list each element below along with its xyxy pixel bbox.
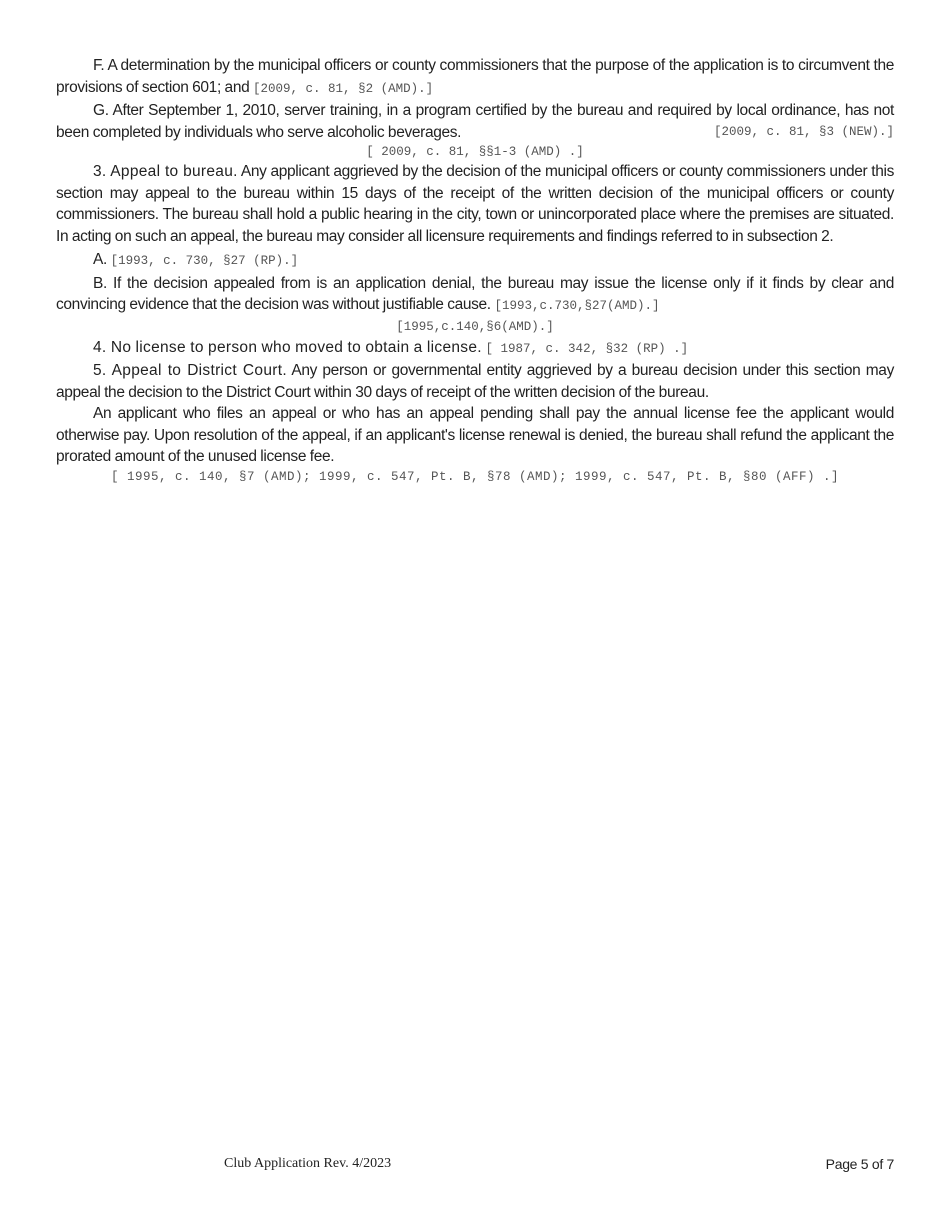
paragraph-f-citation: [2009, c. 81, §2 (AMD).]	[253, 81, 434, 96]
paragraph-g-citation: [2009, c. 81, §3 (NEW).]	[713, 124, 894, 139]
footer-form-revision: Club Application Rev. 4/2023	[224, 1156, 392, 1171]
subsection-3-citation: [1995,c.140,§6(AMD).]	[396, 319, 554, 334]
license-fee-paragraph	[56, 403, 894, 468]
final-citation: [ 1995, c. 140, §7 (AMD); 1999, c. 547, Pt. B, §78 (AMD); 1999, c. 547, Pt. B, §80 (AFF) .]	[110, 469, 840, 484]
subsection-4-citation: [ 1987, c. 342, §32 (RP) .]	[485, 341, 689, 356]
paragraph-b-text: B. If the decision appealed from is an application denial, the bureau may issue the license only if it finds by clear and convincing evidence that the decision was without justifiable cause.	[56, 274, 894, 313]
paragraph-a-citation: [1993, c. 730, §27 (RP).]	[110, 254, 299, 268]
footer-page-number: Page 5 of 7	[825, 1156, 894, 1172]
subsection-2-citation: [ 2009, c. 81, §§1-3 (AMD) .]	[366, 145, 584, 159]
subsection-4	[56, 337, 894, 361]
paragraph-g-text: G. After September 1, 2010, server training, in a program certified by the bureau and required by local ordinance, has not been completed by individuals who serve alcoholic beverages.	[56, 102, 894, 141]
paragraph-b-citation: [1993,c.730,§27(AMD).]	[494, 299, 660, 313]
document-body	[56, 55, 894, 486]
subsection-3	[56, 161, 894, 247]
paragraph-b	[56, 273, 894, 318]
subsection-5-heading: 5. Appeal to District Court.	[93, 362, 287, 379]
subsection-4-text: 4. No license to person who moved to obtain a license.	[93, 338, 482, 356]
subsection-3-heading: 3. Appeal to bureau.	[93, 163, 238, 180]
license-fee-text: An applicant who files an appeal or who has an appeal pending shall pay the annual license fee the applicant would otherwise pay. Upon resolution of the appeal, if an applicant's license renewal is denied, the bureau shall refund the applicant the prorated amount of the unused license fee.	[56, 405, 894, 465]
paragraph-a-label: A.	[93, 251, 107, 268]
subsection-5-text: Any person or governmental entity aggrieved by a bureau decision under this section may appeal the decision to the District Court within 30 days of receipt of the written decision of the bureau.	[56, 362, 894, 401]
subsection-3-text: Any applicant aggrieved by the decision of the municipal officers or county commissioners under this section may appeal to the bureau within 15 days of the receipt of the written decision of the municipal officers or county commissioners. The bureau shall hold a public hearing in the city, town or unincorporated place where the premises are situated. In acting on such an appeal, the bureau may consider all licensure requirements and findings referred to in subsection 2.	[56, 163, 894, 245]
paragraph-a	[56, 249, 894, 273]
paragraph-f-text: F. A determination by the municipal officers or county commissioners that the purpose of the application is to circumvent the provisions of section 601; and	[56, 57, 894, 96]
paragraph-f	[56, 55, 894, 100]
paragraph-g	[56, 100, 894, 143]
subsection-5	[56, 360, 894, 403]
